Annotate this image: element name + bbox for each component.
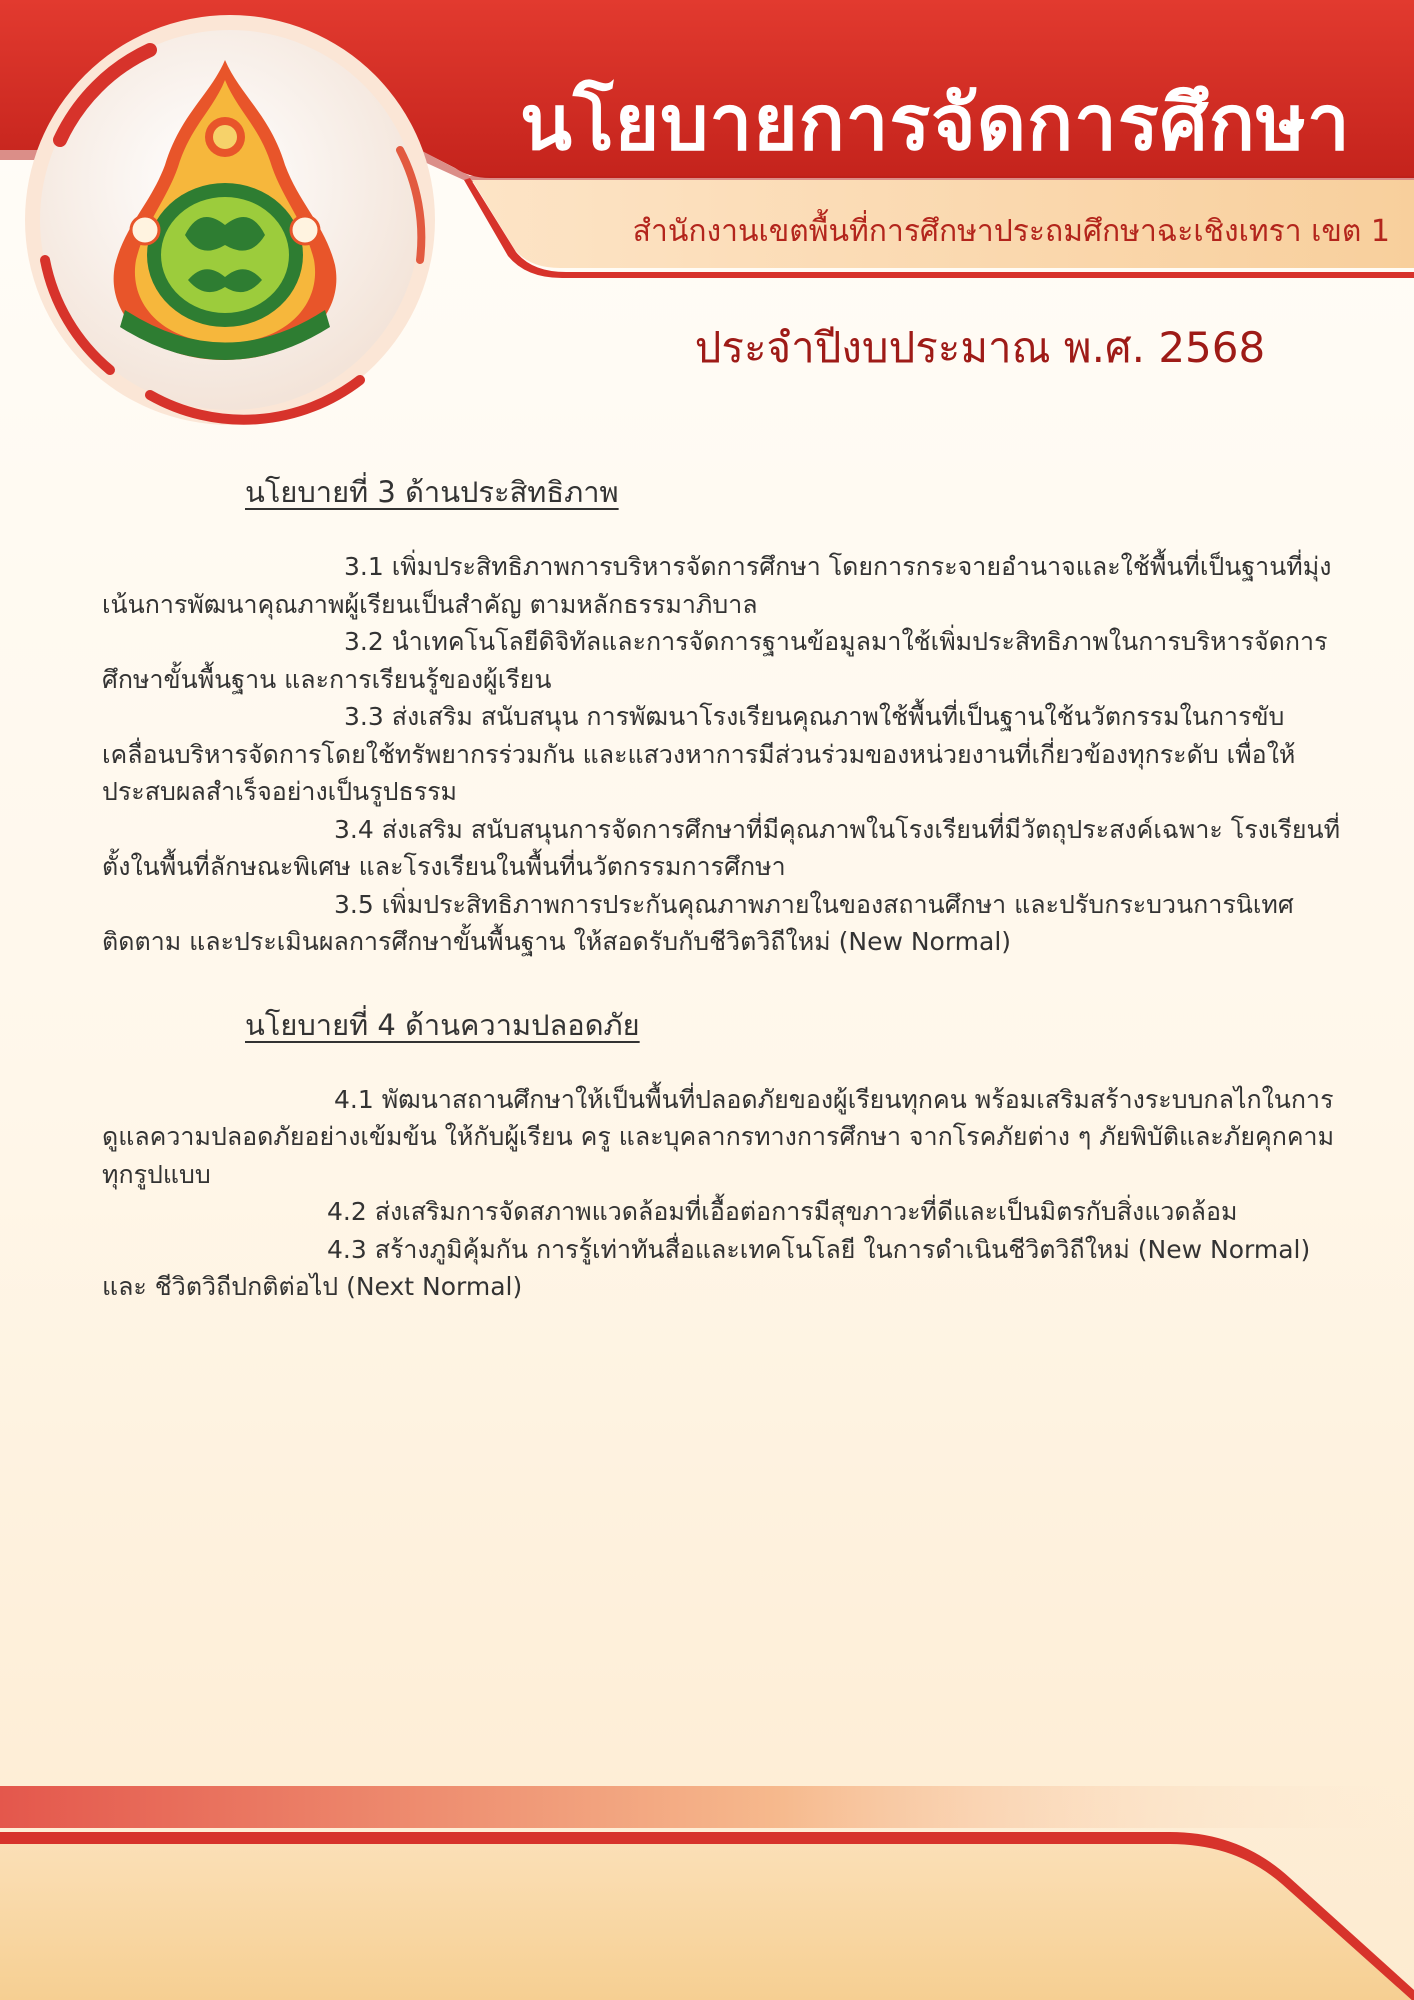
policy3-item-5: 3.5 เพิ่มประสิทธิภาพการประกันคุณภาพภายในของสถานศึกษา และปรับกระบวนการนิเทศ ติดตาม และประเมินผลการศึกษาขั้นพื้นฐาน ให้สอดรับกับชีวิตวิถีใหม่ (New Normal) [102, 889, 1294, 956]
policy3-heading: นโยบายที่ 3 ด้านประสิทธิภาพ [245, 475, 619, 509]
footer-banner [0, 1770, 1414, 2000]
organization-name: สำนักงานเขตพื้นที่การศึกษาประถมศึกษาฉะเชิงเทรา เขต 1 [632, 214, 1390, 249]
document-body [102, 462, 1352, 1306]
policy3-item-2: 3.2 นำเทคโนโลยีดิจิทัลและการจัดการฐานข้อมูลมาใช้เพิ่มประสิทธิภาพในการบริหารจัดการศึกษาขั้นพื้นฐาน และการเรียนรู้ของผู้เรียน [102, 627, 1328, 694]
fiscal-year: ประจำปีงบประมาณ พ.ศ. 2568 [694, 323, 1266, 372]
policy4-item-1: 4.1 พัฒนาสถานศึกษาให้เป็นพื้นที่ปลอดภัยของผู้เรียนทุกคน พร้อมเสริมสร้างระบบกลไกในการดูแลความปลอดภัยอย่างเข้มข้น ให้กับผู้เรียน ครู และบุคลากรทางการศึกษา จากโรคภัยต่าง ๆ ภัยพิบัติและภัยคุกคามทุกรูปแบบ [102, 1084, 1335, 1189]
policy4-heading: นโยบายที่ 4 ด้านความปลอดภัย [245, 1007, 640, 1042]
policy3-item-4: 3.4 ส่งเสริม สนับสนุนการจัดการศึกษาที่มีคุณภาพในโรงเรียนที่มีวัตถุประสงค์เฉพาะ โรงเรียนที่ตั้งในพื้นที่ลักษณะพิเศษ และโรงเรียนในพื้นที่นวัตกรรมการศึกษา [102, 814, 1341, 881]
policy3-item-1: 3.1 เพิ่มประสิทธิภาพการบริหารจัดการศึกษา โดยการกระจายอำนาจและใช้พื้นที่เป็นฐานที่มุ่งเน้นการพัฒนาคุณภาพผู้เรียนเป็นสำคัญ ตามหลักธรรมาภิบาล [102, 552, 1332, 619]
obec-emblem-icon [100, 55, 350, 375]
policy4-item-2: 4.2 ส่งเสริมการจัดสภาพแวดล้อมที่เอื้อต่อการมีสุขภาวะที่ดีและเป็นมิตรกับสิ่งแวดล้อม [327, 1197, 1238, 1226]
policy3-item-3: 3.3 ส่งเสริม สนับสนุน การพัฒนาโรงเรียนคุณภาพใช้พื้นที่เป็นฐานใช้นวัตกรรมในการขับเคลื่อนบริหารจัดการโดยใช้ทรัพยากรร่วมกัน และแสวงหาการมีส่วนร่วมของหน่วยงานที่เกี่ยวข้องทุกระดับ เพื่อให้ประสบผลสำเร็จอย่างเป็นรูปธรรม [102, 702, 1296, 806]
policy4-item-3: 4.3 สร้างภูมิคุ้มกัน การรู้เท่าทันสื่อและเทคโนโลยี ในการดำเนินชีวิตวิถีใหม่ (New Normal) และ ชีวิตวิถีปกติต่อไป (Next Normal) [102, 1234, 1311, 1301]
page-title: นโยบายการจัดการศึกษา [520, 78, 1351, 167]
